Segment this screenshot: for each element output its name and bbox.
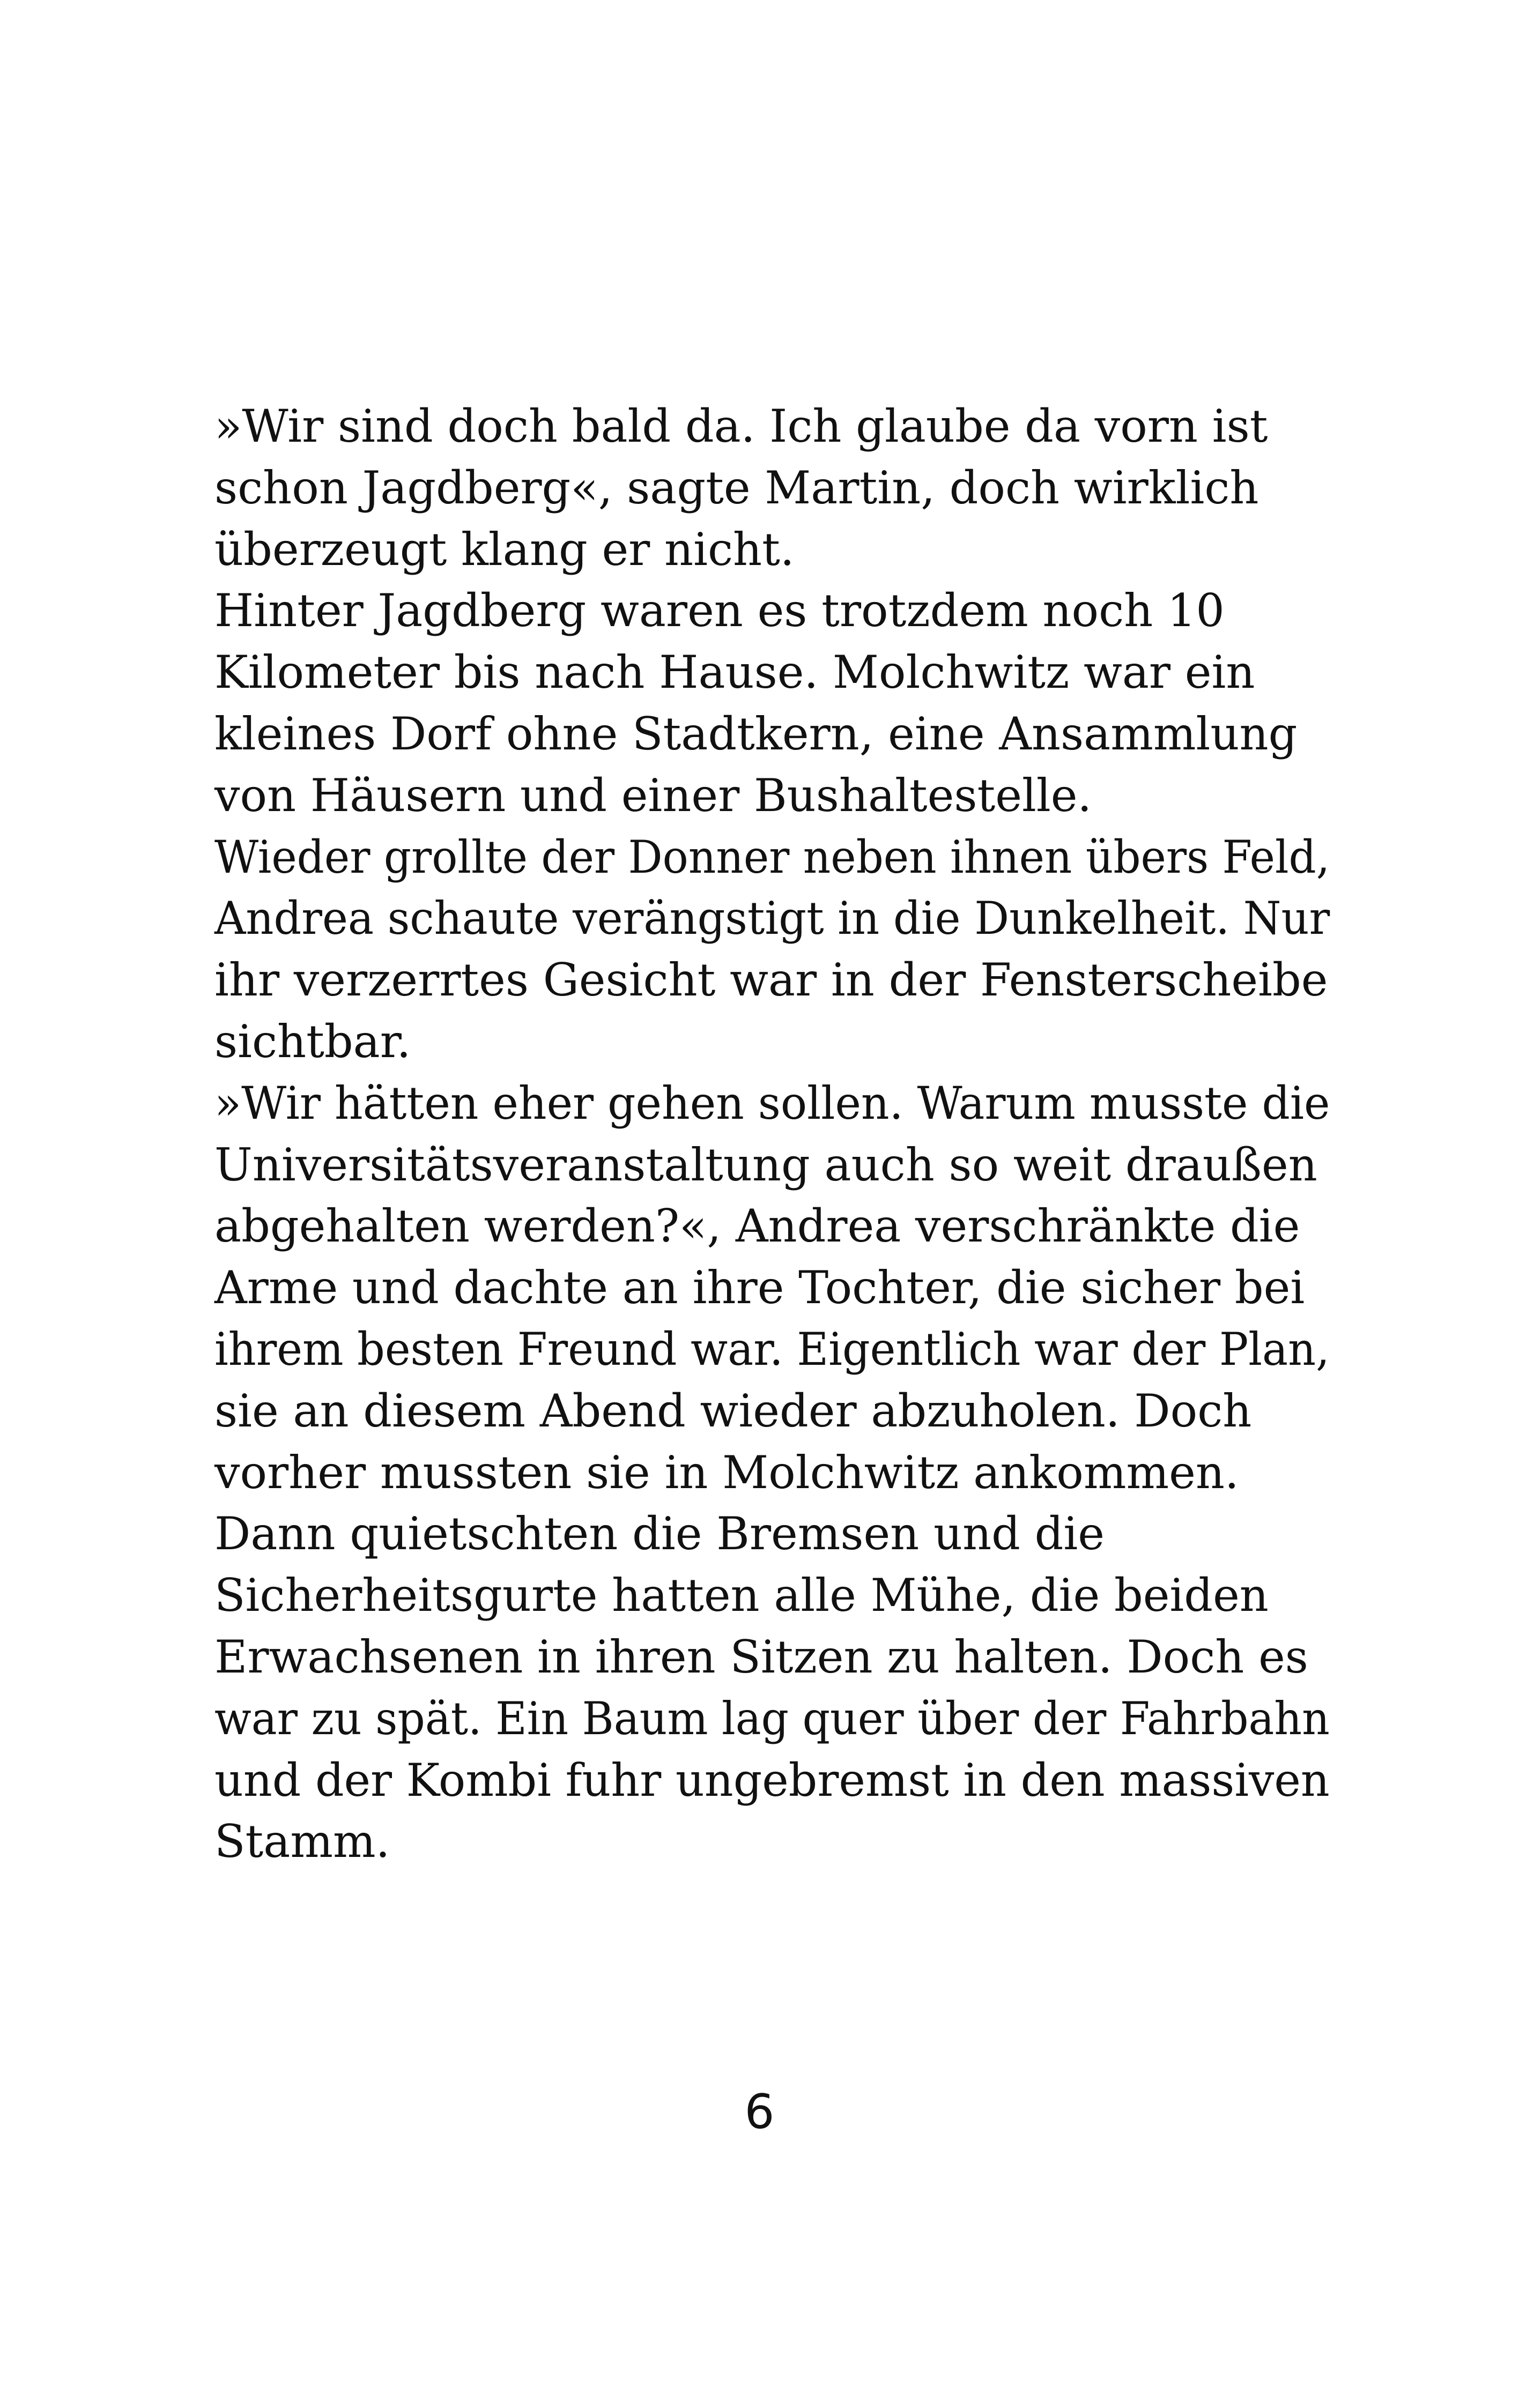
text-line: ihr verzerrtes Gesicht war in der Fensterscheibe <box>214 954 1328 1007</box>
text-line: Hinter Jagdberg waren es trotzdem noch 10 <box>214 584 1225 637</box>
page-number: 6 <box>744 2084 775 2139</box>
text-line: Stamm. <box>214 1815 390 1868</box>
text-line: »Wir hätten eher gehen sollen. Warum musste die <box>214 1076 1330 1129</box>
text-line: Arme und dachte an ihre Tochter, die sicher bei <box>214 1261 1305 1314</box>
text-line: Universitätsveranstaltung auch so weit draußen <box>214 1138 1317 1191</box>
text-line: vorher mussten sie in Molchwitz ankommen. <box>214 1446 1239 1499</box>
text-line: Dann quietschten die Bremsen und die <box>214 1507 1105 1560</box>
text-line: Sicherheitsgurte hatten alle Mühe, die beiden <box>214 1569 1269 1622</box>
text-line: ihrem besten Freund war. Eigentlich war der Plan, <box>214 1322 1330 1376</box>
text-line: abgehalten werden?«, Andrea verschränkte die <box>214 1200 1300 1253</box>
page-body-text <box>214 396 1330 1872</box>
text-line: kleines Dorf ohne Stadtkern, eine Ansammlung <box>214 707 1298 760</box>
text-line: von Häusern und einer Bushaltestelle. <box>214 769 1092 822</box>
text-line: sichtbar. <box>214 1015 411 1068</box>
text-line: »Wir sind doch bald da. Ich glaube da vorn ist <box>214 400 1268 452</box>
text-line: Kilometer bis nach Hause. Molchwitz war ein <box>214 646 1255 699</box>
text-line: schon Jagdberg«, sagte Martin, doch wirklich <box>214 461 1259 514</box>
text-line: Andrea schaute verängstigt in die Dunkelheit. Nur <box>214 892 1330 945</box>
text-line: war zu spät. Ein Baum lag quer über der Fahrbahn <box>214 1692 1330 1745</box>
text-line: sie an diesem Abend wieder abzuholen. Doch <box>214 1384 1252 1437</box>
text-line: Wieder grollte der Donner neben ihnen übers Feld, <box>214 830 1330 883</box>
text-line: überzeugt klang er nicht. <box>214 523 795 576</box>
text-line: und der Kombi fuhr ungebremst in den massiven <box>214 1753 1330 1807</box>
text-line: Erwachsenen in ihren Sitzen zu halten. Doch es <box>214 1630 1308 1683</box>
